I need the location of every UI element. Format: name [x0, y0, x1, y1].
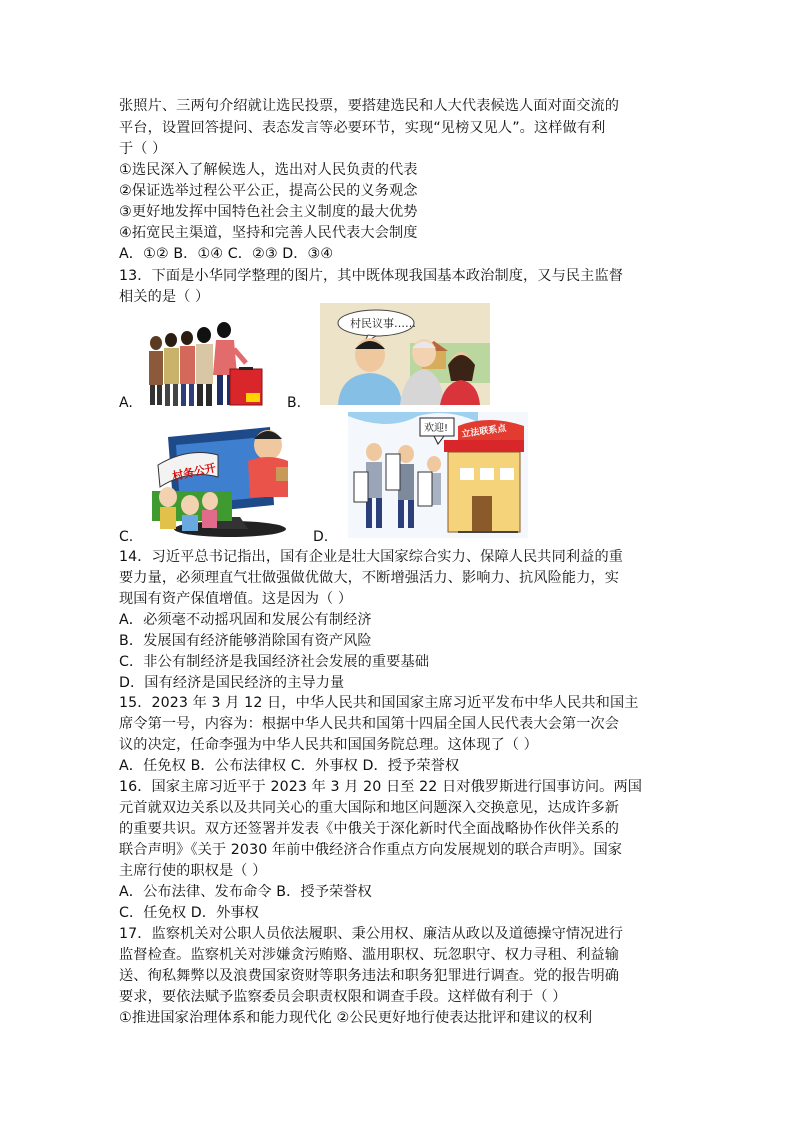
legislative-bubble-text: 欢迎!: [424, 423, 449, 434]
q17-line3: 送、徇私舞弊以及浪费国家资财等职务违法和职务犯罪进行调查。党的报告明确: [119, 968, 620, 984]
village-discussion-illustration: [320, 303, 490, 405]
q13-label-b: B.: [287, 395, 302, 411]
q16-options-row2: C．任免权 D．外事权: [119, 905, 259, 921]
q13-line1: 13．下面是小华同学整理的图片，其中既体现我国基本政治制度，又与民主监督: [119, 268, 624, 284]
q14-option-a: A．必须毫不动摇巩固和发展公有制经济: [119, 612, 372, 628]
q17-line2: 监督检查。监察机关对涉嫌贪污贿赂、滥用职权、玩忽职守、权力寻租、利益输: [119, 947, 620, 963]
q12-statement-4: ④拓宽民主渠道，坚持和完善人民代表大会制度: [119, 225, 418, 241]
q15-line1: 15．2023 年 3 月 12 日，中华人民共和国国家主席习近平发布中华人民共和国主: [119, 695, 639, 711]
q15-line3: 议的决定，任命李强为中华人民共和国国务院总理。这体现了（ ）: [119, 737, 538, 753]
village-discussion-bubble-text: 村民议事……: [350, 317, 416, 330]
q14-option-d: D．国有经济是国民经济的主导力量: [119, 675, 345, 691]
q15-line2: 席令第一号，内容为：根据中华人民共和国第十四届全国人民代表大会第一次会: [119, 716, 620, 732]
q12-line1: 张照片、三两句介绍就让选民投票，要搭建选民和人大代表候选人面对面交流的: [119, 98, 620, 114]
q13-label-d: D.: [313, 529, 329, 545]
q12-statement-1: ①选民深入了解候选人，选出对人民负责的代表: [119, 162, 418, 178]
q16-line4: 联合声明》《关于 2030 年前中俄经济合作重点方向发展规划的联合声明》。国家: [119, 842, 623, 858]
q12-line2: 平台，设置回答提问、表态发言等必要环节，实现“见榜又见人”。这样做有利: [119, 120, 606, 136]
village-affairs-sign-text: 村务公开: [171, 461, 218, 484]
q14-line3: 现国有资产保值增值。这是因为（ ）: [119, 591, 353, 607]
q17-line1: 17．监察机关对公职人员依法履职、秉公用权、廉洁从政以及道德操守情况进行: [119, 926, 624, 942]
q14-option-b: B．发展国有经济能够消除国有资产风险: [119, 633, 372, 649]
q14-line2: 要力量，必须理直气壮做强做优做大，不断增强活力、影响力、抗风险能力，实: [119, 570, 620, 586]
q12-statement-2: ②保证选举过程公平公正，提高公民的义务观念: [119, 183, 418, 199]
q12-line3: 于（ ）: [119, 141, 167, 157]
q13-label-a: A.: [119, 395, 133, 411]
legislative-sign-text: 立法联系点: [461, 423, 507, 440]
q12-options: A．①② B．①④ C．②③ D．③④: [119, 246, 334, 262]
q16-line5: 主席行使的职权是（ ）: [119, 863, 267, 879]
q13-line2: 相关的是（ ）: [119, 289, 210, 305]
voting-illustration: [138, 313, 265, 409]
q13-label-c: C.: [119, 529, 134, 545]
q16-options-row1: A．公布法律、发布命令 B．授予荣誉权: [119, 884, 372, 900]
q12-statement-3: ③更好地发挥中国特色社会主义制度的最大优势: [119, 204, 418, 220]
q16-line2: 元首就双边关系以及共同关心的重大国际和地区问题深入交换意见，达成许多新: [119, 800, 620, 816]
q17-line4: 要求，要依法赋予监察委员会职责权限和调查手段。这样做有利于（ ）: [119, 989, 567, 1005]
q16-line3: 的重要共识。双方还签署并发表《中俄关于深化新时代全面战略协作伙伴关系的: [119, 821, 620, 837]
legislative-contact-point-illustration: [348, 412, 528, 538]
q14-option-c: C．非公有制经济是我国经济社会发展的重要基础: [119, 654, 430, 670]
q16-line1: 16．国家主席习近平于 2023 年 3 月 20 日至 22 日对俄罗斯进行国事访问。两国: [119, 779, 643, 795]
q15-options: A．任免权 B．公布法律权 C．外事权 D．授予荣誉权: [119, 758, 460, 774]
q17-line5: ①推进国家治理体系和能力现代化 ②公民更好地行使表达批评和建议的权利: [119, 1010, 593, 1026]
village-affairs-public-illustration: [138, 417, 288, 539]
q14-line1: 14．习近平总书记指出，国有企业是壮大国家综合实力、保障人民共同利益的重: [119, 549, 624, 565]
